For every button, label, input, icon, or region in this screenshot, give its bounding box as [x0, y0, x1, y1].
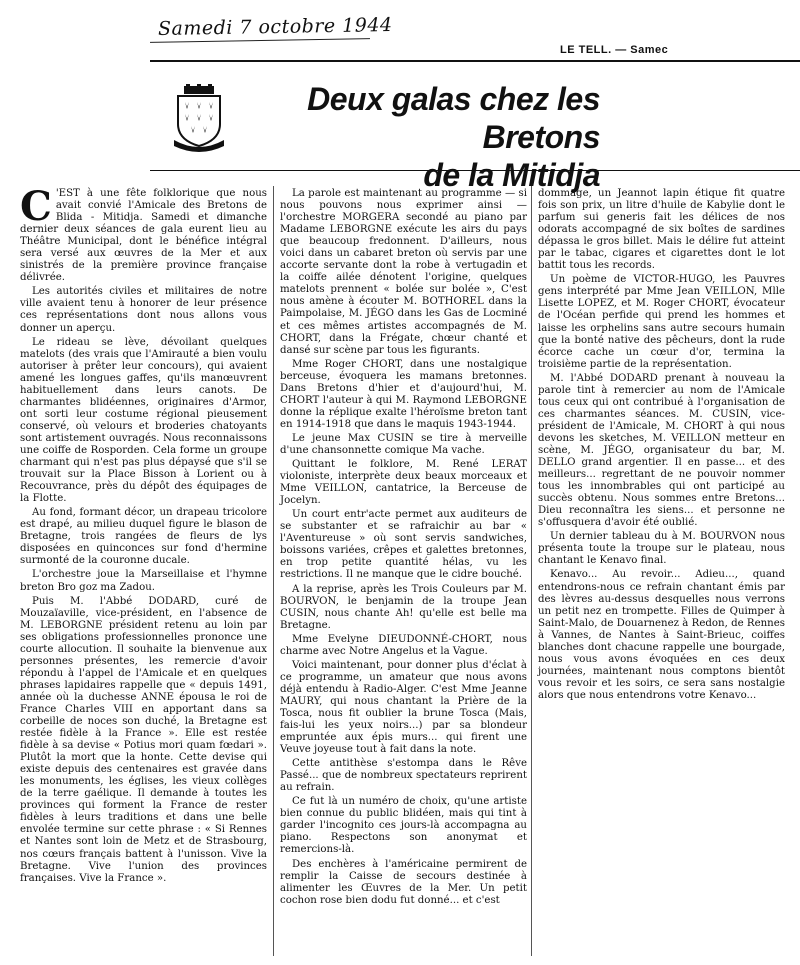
newspaper-source: LE TELL. — Samec — [560, 44, 669, 56]
paragraph: Le jeune Max CUSIN se tire à merveille d'une chansonnette comique Ma vache. — [280, 432, 527, 456]
paragraph: Un dernier tableau du à M. BOURVON nous présenta toute la troupe sur le plateau, nous chantant le Kenavo final. — [538, 531, 785, 567]
paragraph: Un court entr'acte permet aux auditeurs de se substanter et se rafraichir au bar « l'Aventureuse » où sont servis sandwiches, boissons variées, crêpes et galettes bretonnes, en trop petite quantité hélas, vu les restrictions. Il ne manque que le cidre bouché. — [280, 509, 527, 581]
paragraph: M. l'Abbé DODARD prenant à nouveau la parole tint à remercier au nom de l'Amicale tous ceux qui ont contribué à l'organisation de ces charmantes séances. M. CUSIN, vice-président de l'Amicale, M. CHORT à qui nous devons les sketches, M. VEILLON metteur en scène, M. JÉGO, organisateur du bar, M. DELLO grand argentier. Il en passe... et des meilleurs... regrettant de ne pouvoir nommer tous les innombrables qui ont participé au succès obtenu. Nous sommes entre Bretons... Dieu reconnaîtra les siens... et personne ne s'offusquera d'avoir été oublié. — [538, 372, 785, 529]
paragraph: Kenavo... Au revoir... Adieu..., quand entendrons-nous ce refrain chantant émis par des lèvres au-dessus desquelles nous verrons un petit nez en trompette. Filles de Quimper à Saint-Malo, de Douarnenez à Redon, de Rennes à Vannes, de Nantes à Saint-Brieuc, coiffes blanches dont chacune rappelle une bourgade, nous vous avons évoquées en ces deux journées, maintenant nous comptons bientôt vous revoir et les soirs, ce sera sans nostalgie alors que nous entendrons votre Kenavo... — [538, 569, 785, 701]
paragraph: Quittant le folklore, M. René LERAT violoniste, interprète deux beaux morceaux et Mme VEILLON, cantatrice, la Berceuse de Jocelyn. — [280, 459, 527, 507]
paragraph: Un poème de VICTOR-HUGO, les Pauvres gens interprété par Mme Jean VEILLON, Mlle Lisette LOPEZ, et M. Roger CHORT, évocateur de l'Océan perfide qui prend les hommes et laisse les orphelins sans autre secours humain que la bonté native des pêcheurs, dont la rude écorce cache un cœur d'or, termina la troisième partie de la représentation. — [538, 274, 785, 370]
paragraph: Puis M. l'Abbé DODARD, curé de Mouzaïaville, vice-président, en l'absence de M. LEBORGNE président retenu au loin par ses obligations professionnelles prononce une courte allocution. Il souhaite la bienvenue aux personnes présentes, les remercie d'avoir répondu à l'appel de l'Amicale et en quelques phrases lapidaires rappelle que « depuis 1491, année où la duchesse ANNE épousa le roi de France Charles VIII en apportant dans sa corbeille de noces son duché, la Bretagne est restée fidèle à la France ». Elle est restée fidèle à sa devise « Potius mori quam fœdari ». Plutôt la mort que la honte. Cette devise qui existe depuis des centenaires est gravée dans les monuments, les églises, les vieux collèges de la terre gaélique. Il demande à toutes les provinces qui forment la France de rester fidèles à leurs traditions et dans une belle envolée termine sur cette phrase : « Si Rennes et Nantes sont loin de Metz et de Strasbourg, nos cœurs français battent à l'unisson. Vive la Bretagne. Vive l'union des provinces françaises. Vive la France ». — [20, 595, 267, 884]
column-separator — [273, 186, 274, 956]
headline-rule — [150, 170, 800, 171]
drop-cap: C — [20, 183, 52, 230]
article-column-1 — [20, 183, 267, 887]
paragraph: Les autorités civiles et militaires de notre ville avaient tenu à honorer de leur présence ces représentations dont nous allons vous donner un aperçu. — [20, 286, 267, 334]
top-rule — [150, 60, 800, 62]
article-headline — [240, 80, 600, 194]
headline-line-1: Deux galas chez les Bretons — [307, 81, 600, 155]
paragraph: Le rideau se lève, dévoilant quelques matelots (des vrais que l'Amirauté a bien voulu autoriser à prêter leur concours), qui avaient amené les longues gaffes, qu'ils manœuvrent habituellement dans leurs canots. De charmantes blidéennes, originaires d'Armor, ont sorti leur costume régional pieusement conservé, où velours et broderies chatoyants sont artistement ouvragés. Nous reconnaissons une coiffe de Rosporden. Cela forme un groupe charmant qui n'est pas plus dépaysé que s'il se trouvait sur la Place Bisson à Lorient ou à Recouvrance, près du dépôt des équipages de la Flotte. — [20, 336, 267, 505]
headline-line-2: de la Mitidja — [423, 157, 600, 193]
paragraph: Mme Roger CHORT, dans une nostalgique berceuse, évoquera les mamans bretonnes. Dans Bretons d'hier et d'aujourd'hui, M. CHORT l'auteur à qui M. Raymond LEBORGNE donne la réplique exalte l'héroïsme breton tant en 1914-1918 que dans le maquis 1943-1944. — [280, 358, 527, 430]
paragraph: Des enchères à l'américaine permirent de remplir la Caisse de secours destinée à alimenter les Œuvres de la Mer. Un petit cochon rose bien dodu fut donné... et c'est — [280, 858, 527, 906]
article-column-2 — [280, 188, 527, 909]
paragraph: Au fond, formant décor, un drapeau tricolore est drapé, au milieu duquel figure le blason de Bretagne, trois rangées de fleurs de lys disposées en quinconces sur fond d'hermine surmonté de la couronne ducale. — [20, 507, 267, 567]
paragraph-text: 'EST à une fête folklorique que nous avait convié l'Amicale des Bretons de Blida - Mitidja. Samedi et dimanche dernier deux séances de gala eurent lieu au Théâtre Municipal, dont le bénéfice intégral sera versé aux œuvres de la Mer et aux sinistrés de la première province française délivrée. — [20, 188, 267, 284]
paragraph: Voici maintenant, pour donner plus d'éclat à ce programme, un amateur que nous avons déjà entendu à Radio-Alger. C'est Mme Jeanne MAURY, qui nous chantant la Prière de la Tosca, nous fit oublier la brune Tosca (Mais, fais-lui les yeux noirs...) par sa blondeur empruntée aux épis murs... qui firent une Veuve joyeuse tout à fait dans la note. — [280, 659, 527, 756]
paragraph: Cette antithèse s'estompa dans le Rêve Passé... que de nombreux spectateurs reprirent au refrain. — [280, 758, 527, 794]
column-separator — [531, 186, 532, 956]
paragraph: A la reprise, après les Trois Couleurs par M. BOURVON, le benjamin de la troupe Jean CUSIN, nous chante Ah! qu'elle est belle ma Bretagne. — [280, 583, 527, 631]
paragraph — [20, 183, 267, 284]
handwritten-date: Samedi 7 octobre 1944 — [157, 13, 393, 41]
article-column-3 — [538, 188, 785, 704]
paragraph: Mme Evelyne DIEUDONNÉ-CHORT, nous charme avec Notre Angelus et la Vague. — [280, 633, 527, 657]
paragraph: dommage, un Jeannot lapin étique fit quatre fois son prix, un litre d'huile de Kabylie dont le parfum sui generis fait les délices de nos odorats accompagné de six boîtes de sardines dépassa le gros billet. Mais le délire fut atteint par le tabac, cigares et cigarettes dont le lot battit tous les records. — [538, 188, 785, 272]
paragraph: Ce fut là un numéro de choix, qu'une artiste bien connue du public blidéen, mais qui tint à garder l'incognito ces jours-là accompagna au piano. Respectons son anonymat et remercions-là. — [280, 796, 527, 856]
paragraph: L'orchestre joue la Marseillaise et l'hymne breton Bro goz ma Zadou. — [20, 569, 267, 593]
city-crest-icon — [170, 84, 228, 152]
paragraph: La parole est maintenant au programme — si nous pouvons nous exprimer ainsi — l'orchestre MORGERA secondé au piano par Madame LEBORGNE exécute les airs du pays que beaucoup fredonnent. D'ailleurs, nous voici dans un cabaret breton où servis par une accorte servante dont la robe à vertugadin et la coiffe ailée dénotent l'origine, quelques matelots prennent « bolée sur bolée », C'est nous amène à écouter M. BOTHOREL dans la Paimpolaise, M. JÉGO dans les Gas de Locminé et ces mêmes artistes accompagnés de M. CHORT, dans la Frégate, chœur chanté et dansé sur scène par tous les figurants. — [280, 188, 527, 356]
